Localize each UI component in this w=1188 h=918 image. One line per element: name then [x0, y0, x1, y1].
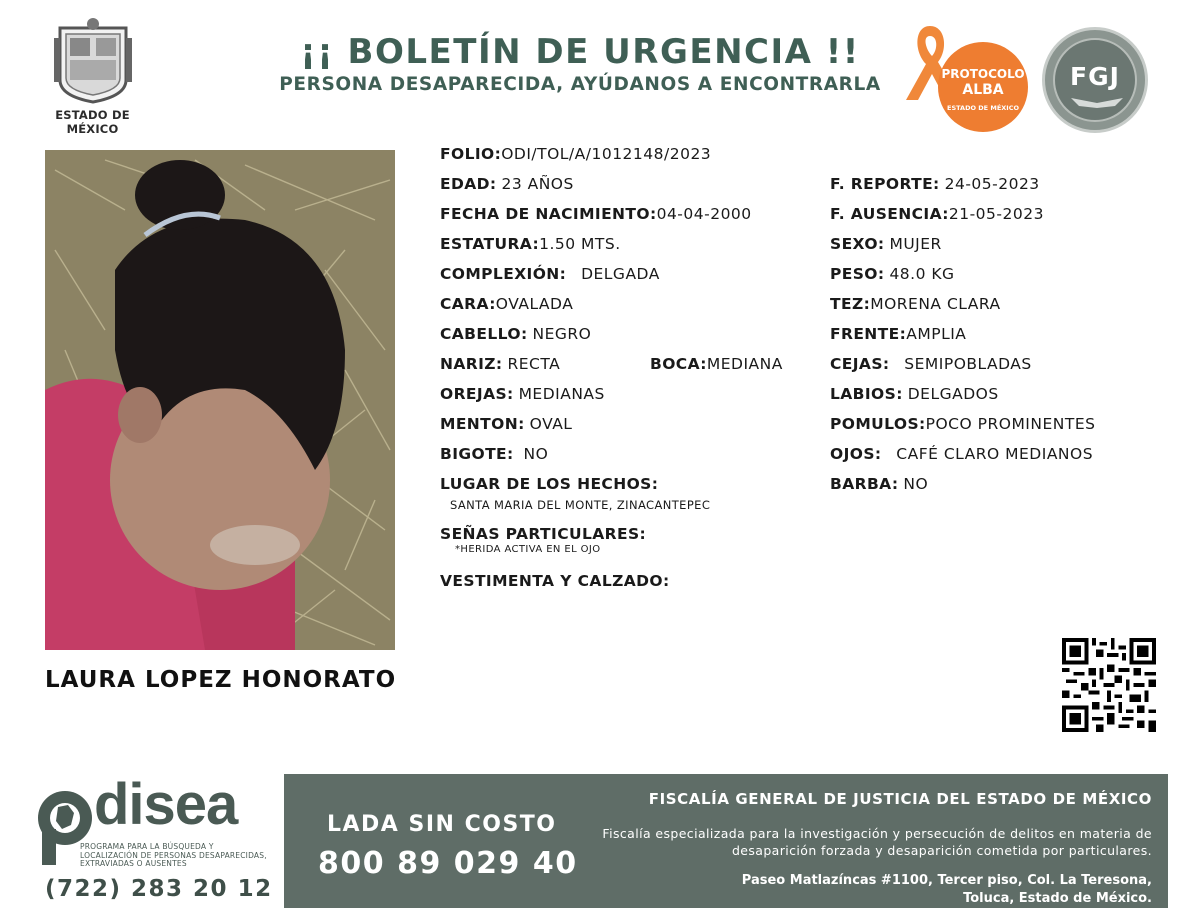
- qr-code-icon[interactable]: [1062, 638, 1156, 732]
- cabello-label: CABELLO:: [440, 325, 528, 343]
- estatura-value: 1.50 MTS.: [539, 235, 621, 253]
- address-line2: Toluca, Estado de México.: [963, 891, 1152, 906]
- field-tez: [830, 294, 1001, 314]
- field-f-reporte: [830, 174, 1040, 194]
- fiscalia-description: Fiscalía especializada para la investigación y persecución de delitos en materia de desaparición forzada y desaparición cometida por particulares.: [602, 826, 1152, 858]
- estatura-label: ESTATURA:: [440, 235, 540, 253]
- lugar-hechos-label: LUGAR DE LOS HECHOS:: [440, 475, 659, 493]
- field-pomulos: [830, 414, 1095, 434]
- field-cejas: [830, 354, 1032, 374]
- estado-de-mexico-logo: [30, 18, 155, 136]
- frente-label: FRENTE:: [830, 325, 907, 343]
- cara-value: OVALADA: [495, 295, 574, 313]
- field-vestimenta: [440, 571, 670, 591]
- field-edad: [440, 174, 574, 194]
- lada-label: LADA SIN COSTO: [327, 812, 557, 837]
- lugar-hechos-value: SANTA MARIA DEL MONTE, ZINACANTEPEC: [450, 498, 711, 512]
- field-peso: [830, 264, 955, 284]
- alba-badge: [938, 42, 1028, 132]
- odisea-wordmark: disea: [94, 772, 238, 837]
- bulletin-title-block: [255, 32, 905, 95]
- state-label: ESTADO DE MÉXICO: [55, 108, 130, 136]
- field-labios: [830, 384, 999, 404]
- boca-value: MEDIANA: [706, 355, 783, 373]
- barba-label: BARBA:: [830, 475, 899, 493]
- bulletin-title: ¡¡ BOLETÍN DE URGENCIA !!: [300, 32, 860, 72]
- field-f-ausencia: [830, 204, 1044, 224]
- field-senas-particulares: [440, 524, 646, 544]
- field-cabello: [440, 324, 591, 344]
- alba-line3: ESTADO DE MÉXICO: [947, 104, 1019, 112]
- bigote-value: NO: [523, 445, 549, 463]
- cara-label: CARA:: [440, 295, 496, 313]
- field-menton: [440, 414, 572, 434]
- cejas-label: CEJAS:: [830, 355, 890, 373]
- nariz-value: RECTA: [507, 355, 561, 373]
- odisea-description: PROGRAMA PARA LA BÚSQUEDA Y LOCALIZACIÓN DE PERSONAS DESAPARECIDAS, EXTRAVIADAS O AUSENTES: [80, 842, 267, 868]
- field-cara: [440, 294, 573, 314]
- field-folio: [440, 144, 711, 164]
- missing-person-photo: [45, 150, 395, 650]
- tez-value: MORENA CLARA: [870, 295, 1001, 313]
- fiscalia-name: FISCALÍA GENERAL DE JUSTICIA DEL ESTADO DE MÉXICO: [648, 790, 1152, 808]
- folio-value: ODI/TOL/A/1012148/2023: [501, 145, 712, 163]
- sexo-value: MUJER: [889, 235, 942, 253]
- frente-value: AMPLIA: [906, 325, 967, 343]
- fiscalia-address: [592, 872, 1152, 908]
- vestimenta-label: VESTIMENTA Y CALZADO:: [440, 572, 670, 590]
- barba-value: NO: [903, 475, 929, 493]
- labios-value: DELGADOS: [907, 385, 999, 403]
- fgj-seal-text: FGJ: [1070, 62, 1120, 91]
- field-barba: [830, 474, 928, 494]
- field-ojos: [830, 444, 1093, 464]
- lada-number[interactable]: 800 89 029 40: [318, 846, 578, 881]
- f-ausencia-label: F. AUSENCIA:: [830, 205, 949, 223]
- cabello-value: NEGRO: [532, 325, 592, 343]
- field-orejas: [440, 384, 605, 404]
- f-ausencia-value: 21-05-2023: [948, 205, 1044, 223]
- field-nariz: [440, 354, 560, 374]
- edad-value: 23 AÑOS: [501, 175, 574, 193]
- folio-label: FOLIO:: [440, 145, 502, 163]
- field-sexo: [830, 234, 942, 254]
- f-reporte-label: F. REPORTE:: [830, 175, 940, 193]
- menton-label: MENTON:: [440, 415, 525, 433]
- alba-line1: PROTOCOLO: [941, 67, 1025, 81]
- orejas-label: OREJAS:: [440, 385, 514, 403]
- address-line1: Paseo Matlazíncas #1100, Tercer piso, Col. La Teresona,: [741, 873, 1152, 888]
- bulletin-subtitle: PERSONA DESAPARECIDA, AYÚDANOS A ENCONTRARLA: [279, 74, 881, 95]
- field-complexion: [440, 264, 660, 284]
- ojos-label: OJOS:: [830, 445, 882, 463]
- sexo-label: SEXO:: [830, 235, 885, 253]
- boca-label: BOCA:: [650, 355, 707, 373]
- odisea-phone[interactable]: (722) 283 20 12: [45, 876, 273, 902]
- fgj-seal-logo: [1042, 27, 1148, 133]
- protocolo-alba-logo: [898, 22, 1030, 134]
- orejas-value: MEDIANAS: [518, 385, 605, 403]
- nariz-label: NARIZ:: [440, 355, 503, 373]
- person-name: LAURA LOPEZ HONORATO: [45, 667, 397, 693]
- coat-of-arms-icon: [52, 18, 134, 104]
- f-reporte-value: 24-05-2023: [944, 175, 1040, 193]
- footer-contact-band: [284, 774, 1168, 908]
- complexion-value: DELGADA: [581, 265, 660, 283]
- alba-line2: ALBA: [962, 82, 1004, 98]
- peso-label: PESO:: [830, 265, 885, 283]
- labios-label: LABIOS:: [830, 385, 903, 403]
- pomulos-label: POMULOS:: [830, 415, 926, 433]
- fecha-nacimiento-value: 04-04-2000: [656, 205, 752, 223]
- field-bigote: [440, 444, 548, 464]
- complexion-label: COMPLEXIÓN:: [440, 265, 567, 283]
- field-frente: [830, 324, 966, 344]
- field-boca: [650, 354, 783, 374]
- fecha-nacimiento-label: FECHA DE NACIMIENTO:: [440, 205, 657, 223]
- edad-label: EDAD:: [440, 175, 497, 193]
- senas-value: *HERIDA ACTIVA EN EL OJO: [455, 544, 601, 555]
- field-fecha-nacimiento: [440, 204, 752, 224]
- field-lugar-hechos: [440, 474, 658, 494]
- wings-icon: [1069, 94, 1125, 112]
- ojos-value: CAFÉ CLARO MEDIANOS: [896, 445, 1094, 463]
- cejas-value: SEMIPOBLADAS: [904, 355, 1032, 373]
- bigote-label: BIGOTE:: [440, 445, 514, 463]
- menton-value: OVAL: [529, 415, 573, 433]
- person-photo-image: [45, 150, 395, 650]
- peso-value: 48.0 KG: [889, 265, 955, 283]
- odisea-logo: [32, 772, 277, 875]
- field-estatura: [440, 234, 621, 254]
- senas-label: SEÑAS PARTICULARES:: [440, 525, 647, 543]
- pomulos-value: POCO PROMINENTES: [925, 415, 1096, 433]
- tez-label: TEZ:: [830, 295, 871, 313]
- fgj-seal-inner: [1053, 38, 1137, 122]
